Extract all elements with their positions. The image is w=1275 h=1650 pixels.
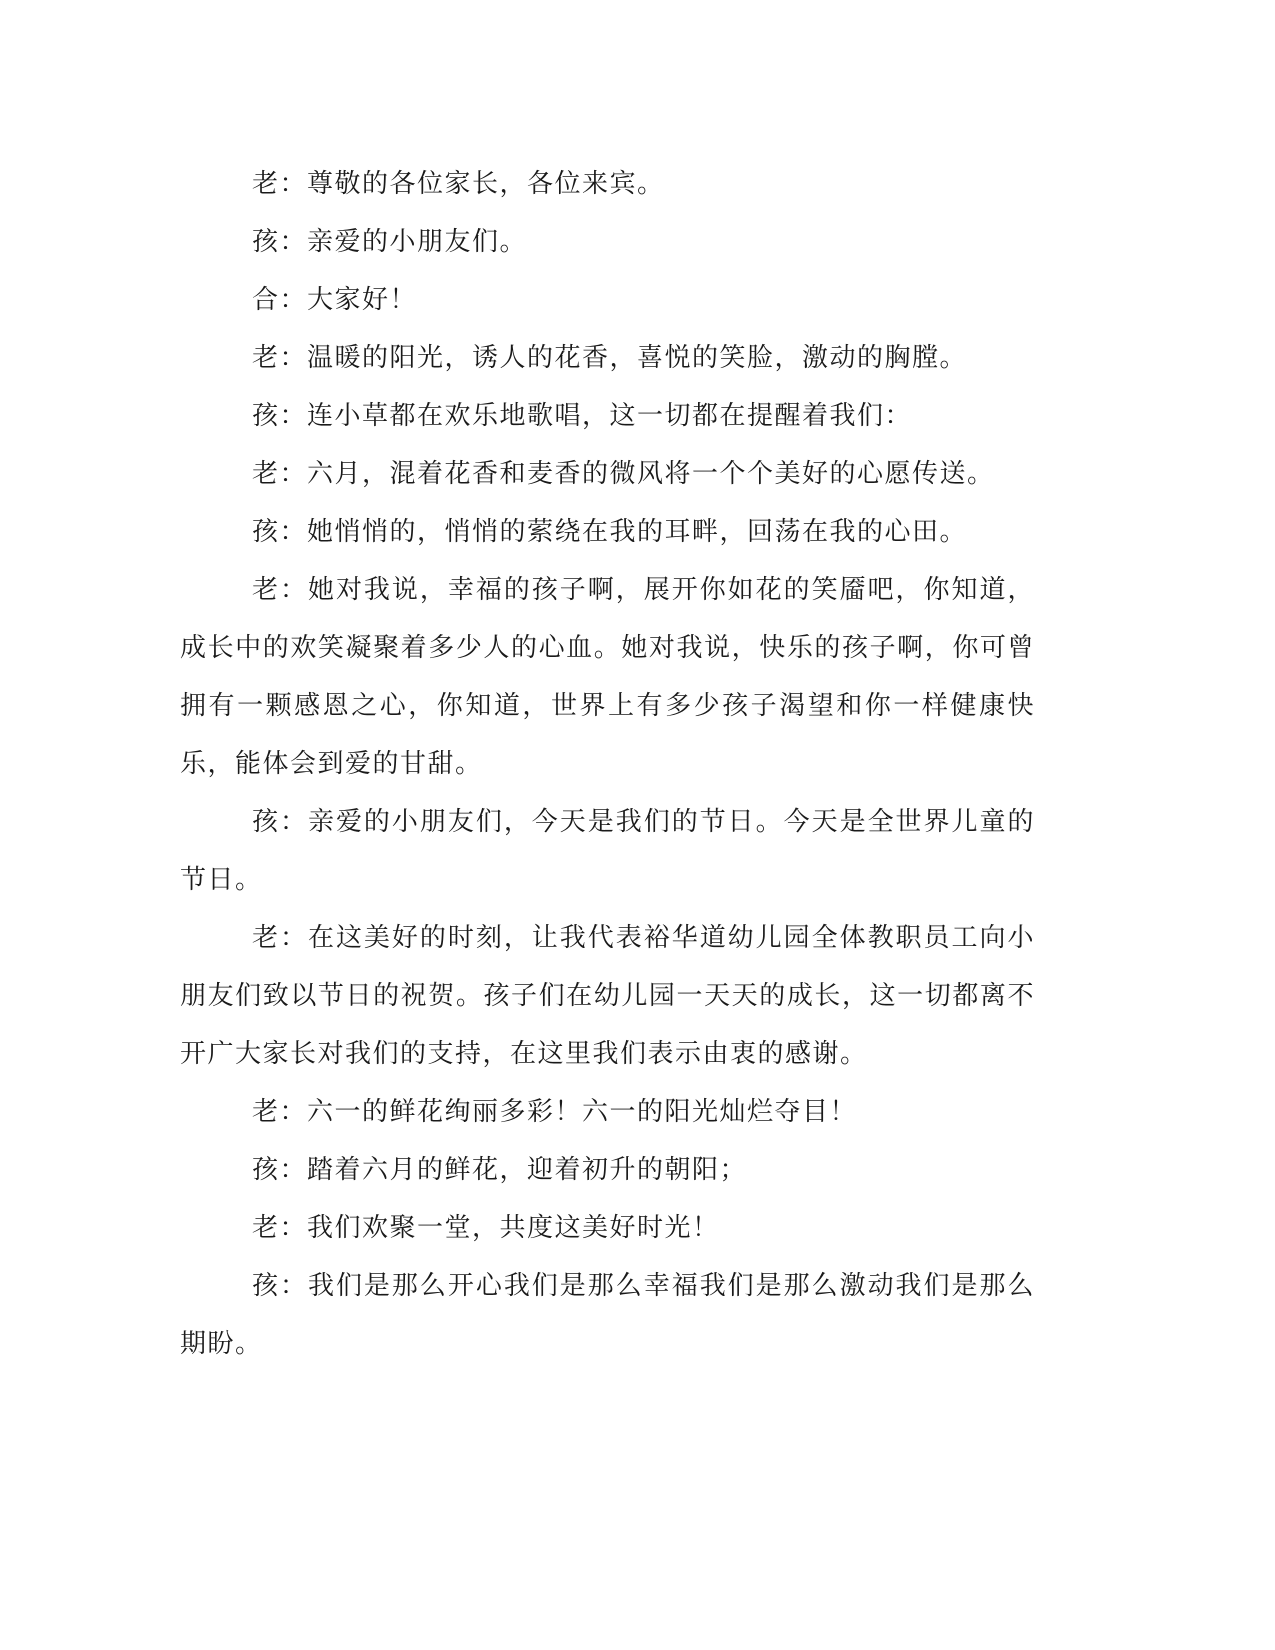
paragraph: 孩：她悄悄的，悄悄的萦绕在我的耳畔，回荡在我的心田。: [252, 517, 968, 547]
paragraph: 孩：亲爱的小朋友们，今天是我们的节日。今天是全世界儿童的节日。: [180, 807, 1035, 895]
paragraph: 老：在这美好的时刻，让我代表裕华道幼儿园全体教职员工向小朋友们致以节日的祝贺。孩子们在幼儿园一天天的成长，这一切都离不开广大家长对我们的支持，在这里我们表示由衷的感谢。: [180, 923, 1035, 1069]
paragraph: 老：尊敬的各位家长，各位来宾。: [252, 169, 665, 199]
paragraph: 老：六一的鲜花绚丽多彩！六一的阳光灿烂夺目！: [252, 1097, 858, 1127]
paragraph: 合：大家好！: [252, 285, 418, 315]
document-body: [180, 155, 1035, 1373]
paragraph: 老：我们欢聚一堂，共度这美好时光！: [252, 1213, 720, 1243]
paragraph: 老：她对我说，幸福的孩子啊，展开你如花的笑靥吧，你知道，成长中的欢笑凝聚着多少人的心血。她对我说，快乐的孩子啊，你可曾拥有一颗感恩之心，你知道，世界上有多少孩子渴望和你一样健康快乐，能体会到爱的甘甜。: [180, 575, 1035, 779]
paragraph: 老：温暖的阳光，诱人的花香，喜悦的笑脸，激动的胸膛。: [252, 343, 968, 373]
paragraph: 孩：连小草都在欢乐地歌唱，这一切都在提醒着我们：: [252, 401, 913, 431]
paragraph: 孩：亲爱的小朋友们。: [252, 227, 528, 257]
paragraph: 老：六月，混着花香和麦香的微风将一个个美好的心愿传送。: [252, 459, 995, 489]
paragraph: 孩：我们是那么开心我们是那么幸福我们是那么激动我们是那么期盼。: [180, 1271, 1035, 1359]
paragraph: 孩：踏着六月的鲜花，迎着初升的朝阳；: [252, 1155, 748, 1185]
